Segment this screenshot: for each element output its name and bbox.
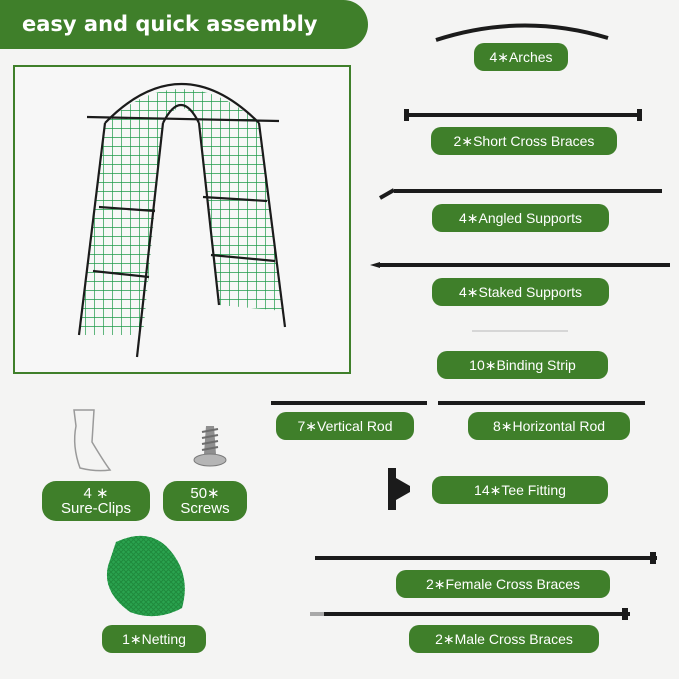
label-vertical-rod: 7∗Vertical Rod [276, 412, 414, 440]
label-tee-fitting: 14∗Tee Fitting [432, 476, 608, 504]
label-horizontal-rod: 8∗Horizontal Rod [468, 412, 630, 440]
assembled-trellis-photo [13, 65, 351, 374]
sure-clip-icon [66, 406, 116, 476]
brace-end-socket [622, 608, 628, 620]
label-sure-clips [42, 481, 150, 521]
label-female-cross-braces: 2∗Female Cross Braces [396, 570, 610, 598]
label-netting: 1∗Netting [102, 625, 206, 653]
clips-label: Sure-Clips [60, 500, 132, 517]
brace-end-socket [650, 552, 656, 564]
label-arches: 4∗Arches [474, 43, 568, 71]
page-title: easy and quick assembly [0, 0, 368, 49]
screws-label: Screws [180, 500, 230, 517]
binding-strip-icon [472, 330, 568, 332]
label-angled-supports: 4∗Angled Supports [432, 204, 609, 232]
clips-count: 4 ∗ [83, 485, 109, 502]
tee-fitting-icon [384, 466, 414, 512]
netting-bundle-icon [96, 532, 196, 622]
vertical-rod-icon [271, 401, 427, 405]
horizontal-rod-icon [438, 401, 645, 405]
label-short-cross-braces: 2∗Short Cross Braces [431, 127, 617, 155]
label-male-cross-braces: 2∗Male Cross Braces [409, 625, 599, 653]
screws-count: 50∗ [190, 485, 220, 502]
screw-icon [190, 424, 230, 474]
brace-end-cap [404, 109, 409, 121]
male-cross-brace-rod [324, 612, 630, 616]
short-cross-brace-rod [404, 113, 642, 117]
angled-support-icon [376, 184, 666, 204]
label-screws [163, 481, 247, 521]
label-staked-supports: 4∗Staked Supports [432, 278, 609, 306]
label-binding-strip: 10∗Binding Strip [437, 351, 608, 379]
staked-support-icon [370, 260, 672, 270]
arch-trellis-icon [13, 65, 351, 374]
brace-end-cap [637, 109, 642, 121]
female-cross-brace-rod [315, 556, 657, 560]
brace-male-tip [310, 612, 324, 616]
